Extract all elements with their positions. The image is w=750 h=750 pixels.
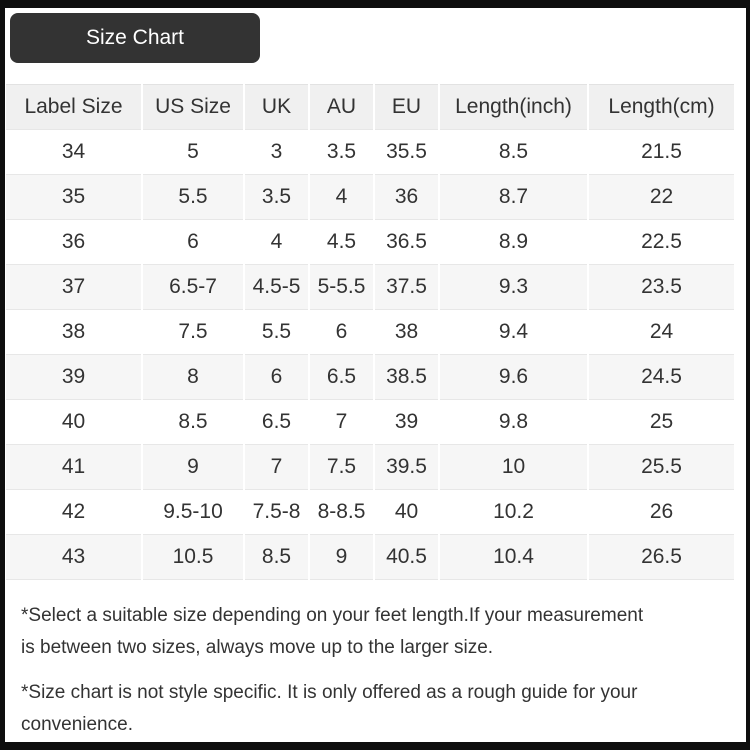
table-header-row: [6, 85, 734, 130]
table-cell: 9.4: [439, 310, 588, 355]
table-cell: 39.5: [374, 445, 439, 490]
table-cell: 23.5: [588, 265, 734, 310]
table-cell: 8.5: [439, 130, 588, 175]
table-header: [6, 85, 734, 130]
column-header: Length(cm): [588, 85, 734, 130]
table-cell: 36: [6, 220, 142, 265]
table-row: [6, 400, 734, 445]
table-cell: 9.5-10: [142, 490, 244, 535]
column-header: Length(inch): [439, 85, 588, 130]
table-row: [6, 355, 734, 400]
table-cell: 24.5: [588, 355, 734, 400]
column-header: EU: [374, 85, 439, 130]
table-row: [6, 490, 734, 535]
table-cell: 8.5: [142, 400, 244, 445]
table-row: [6, 130, 734, 175]
table-cell: 10.2: [439, 490, 588, 535]
table-cell: 7.5: [142, 310, 244, 355]
table-row: [6, 220, 734, 265]
table-cell: 35: [6, 175, 142, 220]
table-cell: 8.5: [244, 535, 309, 580]
note-line: *Size chart is not style specific. It is only offered as a rough guide for your: [21, 682, 638, 703]
table-cell: 6: [309, 310, 374, 355]
table-cell: 6: [142, 220, 244, 265]
table-cell: 3.5: [244, 175, 309, 220]
note-line: is between two sizes, always move up to the larger size.: [21, 637, 494, 658]
table-cell: 34: [6, 130, 142, 175]
table-cell: 4: [309, 175, 374, 220]
table-cell: 38: [6, 310, 142, 355]
table-cell: 38: [374, 310, 439, 355]
table-cell: 40.5: [374, 535, 439, 580]
table-row: [6, 175, 734, 220]
table-cell: 9.8: [439, 400, 588, 445]
column-header: Label Size: [6, 85, 142, 130]
table-cell: 6: [244, 355, 309, 400]
table-cell: 9.3: [439, 265, 588, 310]
table-cell: 39: [6, 355, 142, 400]
table-cell: 6.5: [244, 400, 309, 445]
table-cell: 4.5: [309, 220, 374, 265]
table-cell: 25.5: [588, 445, 734, 490]
note-line: *Select a suitable size depending on your feet length.If your measurement: [21, 605, 644, 626]
table-cell: 26: [588, 490, 734, 535]
table-cell: 40: [374, 490, 439, 535]
table-cell: 9: [309, 535, 374, 580]
table-cell: 10.4: [439, 535, 588, 580]
table-cell: 10.5: [142, 535, 244, 580]
table-row: [6, 535, 734, 580]
table-cell: 8: [142, 355, 244, 400]
table-cell: 21.5: [588, 130, 734, 175]
table-cell: 37: [6, 265, 142, 310]
table-cell: 24: [588, 310, 734, 355]
table-cell: 37.5: [374, 265, 439, 310]
note-line: convenience.: [21, 714, 133, 735]
table-cell: 10: [439, 445, 588, 490]
column-header: US Size: [142, 85, 244, 130]
table-cell: 5: [142, 130, 244, 175]
table-cell: 7: [309, 400, 374, 445]
table-row: [6, 310, 734, 355]
notes: [21, 600, 736, 741]
table-cell: 8-8.5: [309, 490, 374, 535]
table-cell: 6.5-7: [142, 265, 244, 310]
table-cell: 22: [588, 175, 734, 220]
size-chart-button[interactable]: Size Chart: [10, 13, 260, 63]
column-header: UK: [244, 85, 309, 130]
column-header: AU: [309, 85, 374, 130]
table-cell: 4: [244, 220, 309, 265]
table-row: [6, 445, 734, 490]
table-cell: 5.5: [244, 310, 309, 355]
table-cell: 41: [6, 445, 142, 490]
table-cell: 43: [6, 535, 142, 580]
table-cell: 36.5: [374, 220, 439, 265]
table-cell: 9: [142, 445, 244, 490]
table-cell: 5.5: [142, 175, 244, 220]
table-cell: 6.5: [309, 355, 374, 400]
table-cell: 36: [374, 175, 439, 220]
table-body: [6, 130, 734, 580]
table-cell: 39: [374, 400, 439, 445]
table-cell: 22.5: [588, 220, 734, 265]
table-cell: 25: [588, 400, 734, 445]
table-cell: 26.5: [588, 535, 734, 580]
table-cell: 8.7: [439, 175, 588, 220]
table-cell: 38.5: [374, 355, 439, 400]
table-cell: 42: [6, 490, 142, 535]
table-cell: 4.5-5: [244, 265, 309, 310]
table-cell: 7.5-8: [244, 490, 309, 535]
table-cell: 7.5: [309, 445, 374, 490]
table-row: [6, 265, 734, 310]
size-chart-table: [6, 84, 734, 580]
table-cell: 7: [244, 445, 309, 490]
table-cell: 3: [244, 130, 309, 175]
table-cell: 9.6: [439, 355, 588, 400]
note-feet-length: [21, 600, 736, 664]
table-cell: 5-5.5: [309, 265, 374, 310]
table-cell: 40: [6, 400, 142, 445]
table-cell: 3.5: [309, 130, 374, 175]
note-style-specific: [21, 677, 736, 741]
table-cell: 8.9: [439, 220, 588, 265]
table-cell: 35.5: [374, 130, 439, 175]
